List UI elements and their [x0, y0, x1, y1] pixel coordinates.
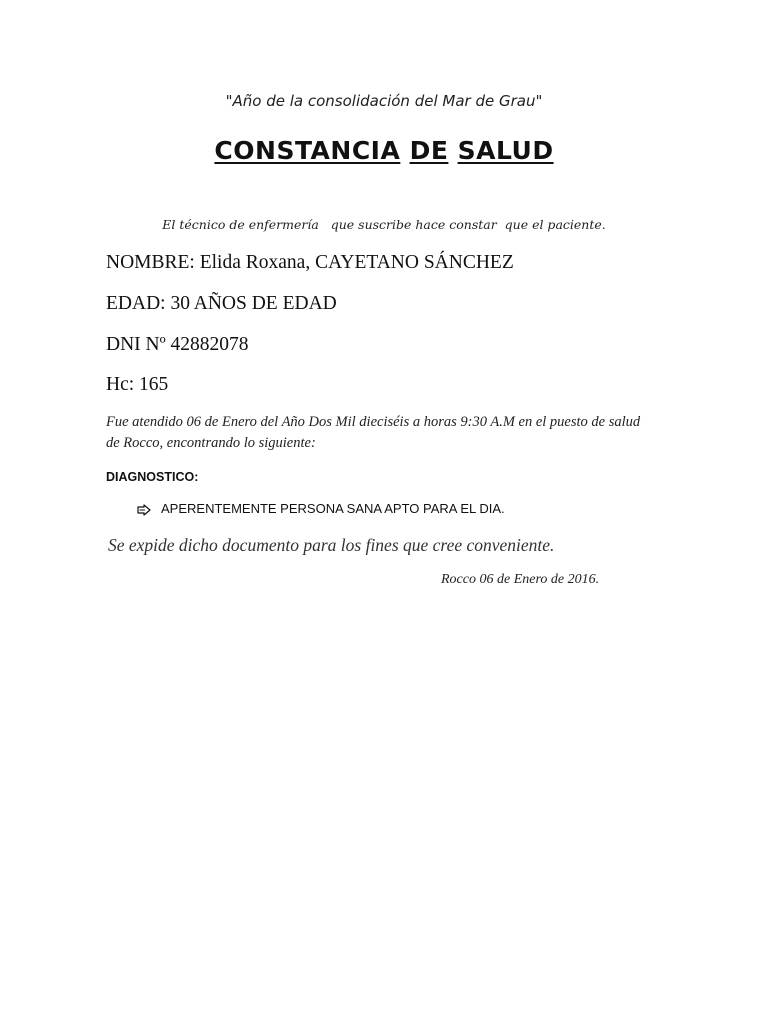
title-word-de: DE [409, 136, 449, 165]
title-word-constancia: CONSTANCIA [214, 136, 401, 165]
place-date: Rocco 06 de Enero de 2016. [441, 572, 600, 587]
patient-hc: Hc: 165 [106, 374, 169, 395]
patient-age: EDAD: 30 AÑOS DE EDAD [106, 293, 337, 314]
arrow-bullet-icon [137, 503, 151, 515]
closing-statement: Se expide dicho documento para los fines que cree conveniente. [108, 535, 555, 555]
diagnosis-item [137, 501, 505, 516]
patient-name: NOMBRE: Elida Roxana, CAYETANO SÁNCHEZ [106, 252, 514, 273]
diagnosis-text: APERENTEMENTE PERSONA SANA APTO PARA EL DIA. [161, 501, 505, 516]
intro-statement: El técnico de enfermería que suscribe hace constar que el paciente. [162, 217, 606, 232]
patient-dni: DNI Nº 42882078 [106, 334, 249, 355]
attendance-paragraph: Fue atendido 06 de Enero del Año Dos Mil dieciséis a horas 9:30 A.M en el puesto de salud de Rocco, encontrando lo siguiente: [106, 414, 641, 451]
title-word-salud: SALUD [457, 136, 554, 165]
year-motto: "Año de la consolidación del Mar de Grau" [225, 92, 543, 110]
document-title [0, 136, 768, 165]
diagnosis-label: DIAGNOSTICO: [106, 470, 199, 484]
